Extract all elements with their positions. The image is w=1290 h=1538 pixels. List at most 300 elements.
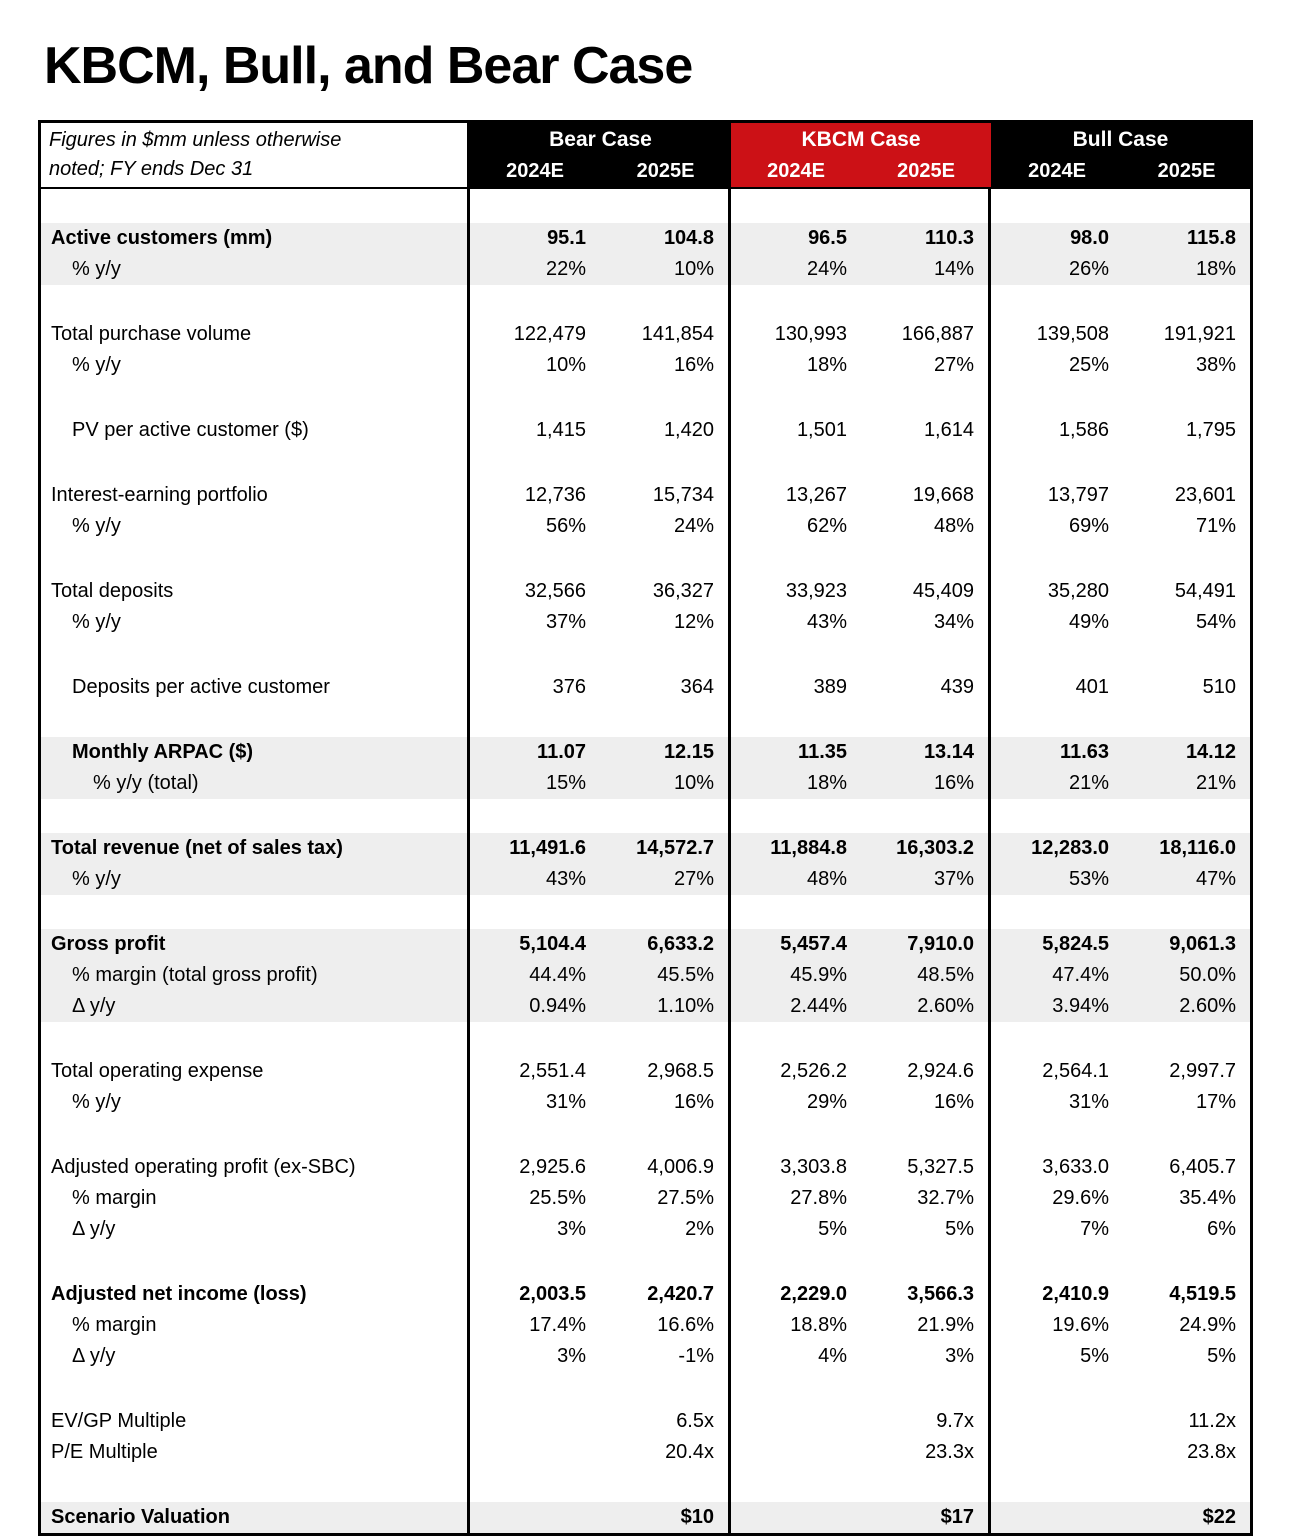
row-label [41,1245,470,1279]
cell-value: 21% [991,768,1123,799]
cell-value [861,799,991,833]
row-label: Adjusted net income (loss) [41,1279,470,1310]
cell-value [470,638,600,672]
cell-value: 47% [1123,864,1250,895]
cell-value [600,1022,731,1056]
spacer-row [41,1022,1250,1056]
table-row [41,576,1250,607]
cell-value [991,1245,1123,1279]
cell-value: 16% [861,1087,991,1118]
cell-value: 96.5 [731,223,861,254]
cell-value: 36,327 [600,576,731,607]
cell-value [731,1245,861,1279]
cell-value: 9.7x [861,1406,991,1437]
table-row [41,1152,1250,1183]
cell-value: 3% [861,1341,991,1372]
cell-value: 37% [545,611,586,633]
cell-value: 16,303.2 [861,833,991,864]
cell-value: 3% [557,1218,586,1240]
cell-value: 24.9% [1179,1314,1236,1336]
cell-value: 3.94% [991,991,1123,1022]
cell-value: 191,921 [1163,323,1236,345]
cell-value [991,1468,1123,1502]
cell-value: 45,409 [861,576,991,607]
row-label: % y/y [41,350,470,381]
cell-value [861,381,991,415]
cell-value: 45.9% [731,960,861,991]
row-label [41,285,470,319]
cell-value: 29% [806,1091,847,1113]
table-row [41,511,1250,542]
cell-value [991,189,1123,223]
cell-value [731,285,861,319]
cell-value [861,285,991,319]
cell-value [731,1022,861,1056]
cell-value [731,189,861,223]
cell-value: $17 [861,1502,991,1533]
cell-value [1123,189,1250,223]
cell-value [470,1245,600,1279]
row-label: P/E Multiple [41,1437,470,1468]
table-row [41,991,1250,1022]
cell-value [731,381,861,415]
cell-value: 2,924.6 [861,1056,991,1087]
cell-value: 4,519.5 [1169,1283,1236,1305]
row-label: EV/GP Multiple [41,1406,470,1437]
spacer-row [41,542,1250,576]
cell-value [991,799,1123,833]
row-label: % y/y [41,607,470,638]
cell-value: $10 [600,1502,731,1533]
cell-value [731,1406,861,1437]
cell-value [470,1118,600,1152]
cell-value [731,542,861,576]
cell-value [1123,1245,1250,1279]
cell-value: 2,526.2 [780,1060,847,1082]
cell-value: 2.60% [861,991,991,1022]
cell-value: 23.8x [1187,1441,1236,1463]
cell-value: 9,061.3 [1123,929,1250,960]
cell-value [731,446,861,480]
cell-value [861,1245,991,1279]
cell-value [1123,1468,1250,1502]
cell-value: 18% [806,354,847,376]
cell-value: 1,586 [1058,419,1109,441]
cell-value: 0.94% [470,991,600,1022]
table-row [41,833,1250,864]
spacer-row [41,1468,1250,1502]
cell-value [470,189,600,223]
row-label [41,189,470,223]
cell-value: 139,508 [1036,323,1109,345]
row-label: % y/y (total) [41,768,470,799]
cell-value: 1.10% [600,991,731,1022]
table-header [41,123,1250,189]
cell-value: 10% [600,254,731,285]
cell-value: 14% [861,254,991,285]
cell-value: 2% [600,1214,731,1245]
cell-value: 24% [600,511,731,542]
spacer-row [41,799,1250,833]
row-label [41,1372,470,1406]
table-row [41,1502,1250,1533]
cell-value: 43% [806,611,847,633]
spacer-row [41,189,1250,223]
cell-value [731,1502,861,1533]
cell-value: 69% [1068,515,1109,537]
cell-value: 389 [813,676,847,698]
cell-value [991,1372,1123,1406]
cell-value [470,1372,600,1406]
cell-value: 44.4% [470,960,600,991]
row-label: Adjusted operating profit (ex-SBC) [41,1152,470,1183]
cell-value: 31% [545,1091,586,1113]
cell-value: 6,405.7 [1169,1156,1236,1178]
cell-value: 48.5% [861,960,991,991]
cell-value: 2,997.7 [1169,1060,1236,1082]
cell-value [861,1468,991,1502]
cell-value: 2.60% [1123,991,1250,1022]
row-label [41,542,470,576]
cell-value: 13,797 [1047,484,1109,506]
cell-value [1123,638,1250,672]
cell-value: 23.3x [861,1437,991,1468]
cell-value: 35.4% [1179,1187,1236,1209]
cell-value [470,1502,600,1533]
cell-value [600,381,731,415]
cell-value: 5% [818,1218,847,1240]
cell-value: 11,884.8 [731,833,861,864]
table-row [41,1437,1250,1468]
cell-value: 54,491 [1174,580,1236,602]
cell-value [991,1502,1123,1533]
cell-value: 31% [1068,1091,1109,1113]
cell-value: 47.4% [991,960,1123,991]
cell-value: 376 [552,676,586,698]
cell-value: 2,968.5 [600,1056,731,1087]
cell-value [600,895,731,929]
table-row [41,737,1250,768]
cell-value: 14,572.7 [600,833,731,864]
cell-value: 166,887 [861,319,991,350]
cell-value [1123,799,1250,833]
cell-value: 2,410.9 [1042,1283,1109,1305]
cell-value [600,285,731,319]
year-header-bear-2025e: 2025E [600,156,731,187]
table-row [41,1310,1250,1341]
row-label: Δ y/y [41,1341,470,1372]
cell-value [991,895,1123,929]
cell-value: 11.2x [1188,1410,1236,1432]
cell-value: 98.0 [991,223,1123,254]
cell-value: 71% [1195,515,1236,537]
cell-value: 6.5x [600,1406,731,1437]
row-label [41,638,470,672]
cell-value [991,542,1123,576]
cell-value [991,446,1123,480]
row-label: PV per active customer ($) [41,415,470,446]
cell-value [991,1437,1123,1468]
table-row [41,254,1250,285]
spacer-row [41,1245,1250,1279]
cell-value [470,285,600,319]
group-header-bull-case: Bull Case [991,123,1250,156]
cell-value [1123,1022,1250,1056]
spacer-row [41,638,1250,672]
cell-value [991,703,1123,737]
cell-value [1123,285,1250,319]
scenario-table [38,120,1253,1536]
cell-value: 27% [600,864,731,895]
cell-value [600,189,731,223]
cell-value: 122,479 [513,323,586,345]
cell-value: 2,003.5 [519,1283,586,1305]
row-label: Total purchase volume [41,319,470,350]
cell-value: 6,633.2 [600,929,731,960]
cell-value: 2,925.6 [519,1156,586,1178]
cell-value: 95.1 [470,223,600,254]
cell-value: 43% [470,864,600,895]
spacer-row [41,285,1250,319]
cell-value: $22 [1123,1502,1250,1533]
cell-value: 17% [1195,1091,1236,1113]
spacer-row [41,1372,1250,1406]
cell-value: 1,795 [1185,419,1236,441]
cell-value [600,1372,731,1406]
table-body [41,189,1250,1533]
row-label: Monthly ARPAC ($) [41,737,470,768]
row-label [41,381,470,415]
cell-value: 6% [1207,1218,1236,1240]
cell-value: 50.0% [1123,960,1250,991]
cell-value [731,638,861,672]
cell-value: 45.5% [600,960,731,991]
year-header-bull-2025e: 2025E [1123,156,1250,187]
table-row [41,1279,1250,1310]
row-label: Total deposits [41,576,470,607]
cell-value: 3,566.3 [861,1279,991,1310]
row-label: % y/y [41,511,470,542]
cell-value: 12,736 [524,484,586,506]
cell-value [1123,1118,1250,1152]
cell-value: 5,327.5 [861,1152,991,1183]
cell-value: 11.35 [731,737,861,768]
cell-value [731,1468,861,1502]
cell-value: 37% [861,864,991,895]
cell-value: 53% [991,864,1123,895]
spacer-row [41,381,1250,415]
cell-value: 104.8 [600,223,731,254]
cell-value: 54% [1195,611,1236,633]
row-label: Deposits per active customer [41,672,470,703]
cell-value: 5,457.4 [731,929,861,960]
cell-value [861,1022,991,1056]
row-label [41,1118,470,1152]
cell-value [861,638,991,672]
cell-value [861,895,991,929]
cell-value: 141,854 [600,319,731,350]
cell-value: 22% [470,254,600,285]
cell-value: 38% [1195,354,1236,376]
cell-value: 4% [818,1345,847,1367]
cell-value: 15% [470,768,600,799]
year-header-bear-2024e: 2024E [470,156,600,187]
cell-value: 27.5% [600,1183,731,1214]
cell-value: 115.8 [1123,223,1250,254]
cell-value: 21.9% [861,1310,991,1341]
cell-value [861,1372,991,1406]
table-row [41,319,1250,350]
cell-value: 401 [1075,676,1109,698]
table-corner-note [41,123,470,187]
cell-value [470,542,600,576]
year-header-kbcm-2025e: 2025E [861,156,991,187]
group-header-kbcm-case: KBCM Case [731,123,991,156]
cell-value: 16.6% [600,1310,731,1341]
cell-value: 15,734 [600,480,731,511]
row-label [41,799,470,833]
row-label [41,446,470,480]
cell-value: 5,824.5 [991,929,1123,960]
row-label: Scenario Valuation [41,1502,470,1533]
cell-value [600,1245,731,1279]
cell-value: 21% [1123,768,1250,799]
cell-value: 25% [1068,354,1109,376]
row-label: Total revenue (net of sales tax) [41,833,470,864]
cell-value: 56% [545,515,586,537]
row-label: Active customers (mm) [41,223,470,254]
cell-value: 5% [1207,1345,1236,1367]
cell-value: 13.14 [861,737,991,768]
row-label: Δ y/y [41,1214,470,1245]
cell-value: 2.44% [731,991,861,1022]
cell-value: 62% [806,515,847,537]
cell-value [600,446,731,480]
cell-value: 10% [600,768,731,799]
cell-value [600,799,731,833]
cell-value: 25.5% [529,1187,586,1209]
cell-value [600,1118,731,1152]
spacer-row [41,446,1250,480]
cell-value: 1,501 [796,419,847,441]
table-row [41,1341,1250,1372]
cell-value: 2,229.0 [780,1283,847,1305]
cell-value: 7,910.0 [861,929,991,960]
page-title: KBCM, Bull, and Bear Case [44,37,693,95]
cell-value [1123,381,1250,415]
cell-value: 11.07 [470,737,600,768]
cell-value: 18,116.0 [1123,833,1250,864]
table-row [41,607,1250,638]
cell-value: 23,601 [1174,484,1236,506]
cell-value [470,895,600,929]
cell-value: 48% [731,864,861,895]
cell-value: 16% [861,768,991,799]
spacer-row [41,1118,1250,1152]
cell-value [731,703,861,737]
cell-value [731,1372,861,1406]
cell-value: 29.6% [1052,1187,1109,1209]
cell-value [731,1437,861,1468]
cell-value [470,381,600,415]
cell-value [991,285,1123,319]
row-label: Interest-earning portfolio [41,480,470,511]
table-row [41,1183,1250,1214]
cell-value [1123,542,1250,576]
cell-value [600,638,731,672]
cell-value: 32,566 [524,580,586,602]
cell-value: 7% [1080,1218,1109,1240]
cell-value: 364 [600,672,731,703]
year-header-kbcm-2024e: 2024E [731,156,861,187]
cell-value [861,1118,991,1152]
row-label: Gross profit [41,929,470,960]
cell-value: 5% [861,1214,991,1245]
table-row [41,672,1250,703]
cell-value: 19.6% [1052,1314,1109,1336]
cell-value [1123,1372,1250,1406]
table-row [41,223,1250,254]
table-row [41,1056,1250,1087]
cell-value: 5% [1080,1345,1109,1367]
cell-value: 12% [600,607,731,638]
cell-value [470,703,600,737]
cell-value [861,542,991,576]
cell-value [991,1022,1123,1056]
cell-value: 19,668 [861,480,991,511]
cell-value: 12,283.0 [991,833,1123,864]
cell-value [991,638,1123,672]
cell-value: 2,551.4 [519,1060,586,1082]
cell-value: 1,420 [600,415,731,446]
cell-value: 439 [861,672,991,703]
cell-value [470,1022,600,1056]
cell-value: 110.3 [861,223,991,254]
cell-value [1123,703,1250,737]
corner-note-line-2: noted; FY ends Dec 31 [49,158,254,180]
cell-value: 27.8% [790,1187,847,1209]
table-row [41,1087,1250,1118]
row-label: % y/y [41,254,470,285]
cell-value: 32.7% [861,1183,991,1214]
row-label: % margin (total gross profit) [41,960,470,991]
cell-value: 5,104.4 [470,929,600,960]
row-label [41,1022,470,1056]
row-label: % margin [41,1183,470,1214]
table-row [41,480,1250,511]
cell-value: 14.12 [1123,737,1250,768]
cell-value: 27% [861,350,991,381]
cell-value [991,1118,1123,1152]
cell-value [470,1468,600,1502]
table-row [41,929,1250,960]
cell-value: 49% [1068,611,1109,633]
cell-value [470,1437,600,1468]
cell-value [1123,446,1250,480]
cell-value [470,1406,600,1437]
cell-value: 3,633.0 [1042,1156,1109,1178]
cell-value: 3% [557,1345,586,1367]
row-label: % y/y [41,864,470,895]
table-row [41,350,1250,381]
cell-value: 18% [731,768,861,799]
cell-value [470,799,600,833]
table-row [41,960,1250,991]
cell-value: 26% [991,254,1123,285]
cell-value [731,895,861,929]
row-label: Total operating expense [41,1056,470,1087]
row-label: Δ y/y [41,991,470,1022]
